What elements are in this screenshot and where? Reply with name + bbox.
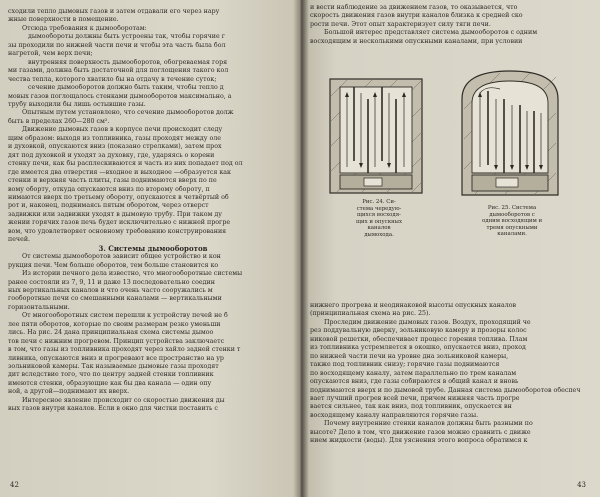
- text-line: От системы дымооборотов зависит общее устройство и кон: [22, 253, 221, 261]
- text-line: и вести наблюдение за движением газов, то оказывается, что: [310, 4, 518, 11]
- text-line: высоте? Дело в том, что движение газов можно сравнить с движе: [310, 428, 531, 436]
- text-line: вается сильнее, так как вниз, под топливник, опускается вн: [310, 403, 512, 411]
- text-line: ранее состояли из 7, 9, 11 и даже 13 последовательно соедин: [8, 278, 215, 286]
- text-line: ми газами, должна быть достаточной для поглощения такого кол: [8, 67, 229, 75]
- figure-25-drawing: [460, 69, 560, 197]
- text-line: рости печи. Этот опыт характеризует силу тяги печи.: [310, 20, 491, 28]
- text-line: Отсюда требования к дымооборотам:: [22, 24, 147, 32]
- text-line: тов печи с нижним прогревом. Принцип устройства заключаетс: [8, 337, 225, 345]
- text-line: восходящему каналу направляются горячие газы.: [310, 411, 479, 419]
- text-line: мовых газов поглощалось стенками дымооборотов максимально, а: [8, 92, 232, 100]
- text-line: Движение дымовых газов в корпусе печи происходит следу: [22, 126, 223, 134]
- left-page-text: [8, 8, 298, 414]
- text-line: восходящим и несколькими опускными каналами, при условии: [310, 37, 523, 45]
- text-line: скорость движения газов внутри каналов близка к средней ско: [310, 12, 523, 20]
- text-line: быть в пределах 260—280 см².: [8, 117, 110, 125]
- text-line: зы проходили по нижней части печи и чтобы эта часть была бол: [8, 41, 226, 49]
- figure-25: [460, 69, 560, 201]
- text-line: От многооборотных систем перешли к устройству печей не б: [22, 312, 228, 320]
- text-line: рукция печи. Чем больше оборотов, тем больше становится ко: [8, 261, 219, 269]
- text-line: Из истории печного дела известно, что многооборотные системы: [22, 270, 243, 278]
- text-line: лее пяти оборотов, которые по своим размерам резко уменьши: [8, 320, 221, 328]
- caption-line: Рис. 24. Си-: [362, 199, 396, 205]
- caption-line: стема чередую-: [356, 205, 402, 212]
- text-line: трубу выходили бы лишь остывшие газы.: [8, 100, 146, 108]
- text-line: вает лучший прогрев всей печи, причем нижняя часть прогре: [310, 394, 520, 402]
- text-line: ной, а другой—поднимают их вверх.: [8, 388, 130, 396]
- caption-line: одним восходящим и: [482, 218, 543, 225]
- caption-line: Рис. 25. Система: [487, 205, 537, 211]
- text-line: жные поверхности в помещение.: [8, 16, 119, 24]
- text-line: ливника, опускаются вниз и прогревают все пространство на ур: [8, 354, 224, 362]
- text-line: лись. На рис. 24 дана принципиальная схема системы дымоо: [8, 329, 214, 337]
- text-line: нимаются вверх по третьему обороту, опускаются в четвёртый об: [8, 193, 229, 201]
- text-line: Опытным путем установлено, что сечение дымооборотов долж: [22, 109, 234, 117]
- right-page-text-bottom: [310, 302, 594, 446]
- text-line: в том, что газы из топливника проходят через хайло задней стенки т: [8, 346, 241, 354]
- text-line: дымообороты должны быть устроены так, чтобы горячие г: [28, 33, 226, 41]
- text-line: горизонтальными.: [8, 303, 70, 311]
- text-line: нагретой, чем верх печи;: [8, 50, 93, 58]
- text-line: печей.: [8, 236, 31, 244]
- text-line: имеются стенки, образующие как бы два канала — один опу: [8, 379, 212, 387]
- figure-25-caption: [482, 205, 542, 238]
- text-line: из топливника устремляется в окошко, опускается вниз, проход: [310, 344, 526, 352]
- caption-line: дымохода.: [364, 231, 394, 238]
- text-line: Почему внутренние стенки каналов должны быть разными по: [324, 420, 533, 428]
- text-line: нием жидкости (воды). Для уяснения этого вопроса обратимся к: [310, 437, 528, 445]
- text-line: внутренняя поверхность дымооборотов, обогреваемая горя: [28, 58, 228, 66]
- text-line: также под топливник снизу; горячие газы поднимаются: [310, 361, 500, 369]
- text-line: нижнего прогрева и неодинаковой высоты опускных каналов: [310, 302, 517, 309]
- right-page-text-top: [310, 4, 594, 46]
- text-line: по нижней части печи на уровне дна зольниковой камеры,: [310, 352, 509, 360]
- figures-area: [310, 57, 594, 302]
- caption-line: тремя опускными: [486, 224, 538, 231]
- section-heading: 3. Системы дымооборотов: [98, 244, 208, 253]
- text-line: дят под духовкой и уходят за духовку, где, ударяясь о корени: [8, 151, 215, 159]
- text-line: чества тепла, которого хватило бы на отдачу в течение суток;: [8, 75, 217, 83]
- text-line: никовой решетки, обеспечивает процесс горения топлива. Плам: [310, 335, 528, 343]
- caption-line: каналами.: [497, 231, 527, 238]
- text-line: Интересное явление происходит со скоростью движения ды: [22, 396, 225, 404]
- text-line: Большой интерес представляет система дымооборотов с одним: [324, 29, 538, 37]
- right-page: [300, 0, 600, 497]
- text-line: где имеется два отверстия —входное и выходное —образуется как: [8, 168, 231, 176]
- text-line: по восходящему каналу, затем параллельно по трем каналам: [310, 369, 517, 377]
- text-line: зольниковой камеры. Так называемые дымовые газы проходят: [8, 363, 219, 371]
- text-line: сходили тепло дымовых газов и затем отдавали его через нару: [8, 8, 220, 15]
- left-page-number: 42: [10, 481, 19, 489]
- text-line: Проследим движение дымовых газов. Воздух, проходящий че: [324, 318, 531, 326]
- book-gutter: [293, 0, 309, 497]
- text-line: сечение дымооборотов должно быть таким, чтобы тепло д: [28, 84, 224, 92]
- text-line: вых газов внутри каналов. Если в окно для чистки поставить с: [8, 405, 218, 413]
- right-page-number: 43: [577, 481, 586, 489]
- caption-line: щих и опускных: [356, 218, 402, 225]
- figure-24-caption: [356, 199, 402, 239]
- text-line: стенку печи, как бы расплескиваются и часть из них попадает под ол: [8, 160, 243, 168]
- text-line: задвижки или задвижки уходят в дымовую трубу. При таком ду: [8, 210, 222, 218]
- text-line: рез поддувальную дверку, зольниковую камеру и прозоры колос: [310, 327, 527, 335]
- text-line: вому оборту, откуда опускаются вниз по второму обороту, п: [8, 185, 210, 193]
- text-line: щим образом: выходя из топливника, газы проходят между оле: [8, 134, 221, 142]
- figure-24: [328, 77, 424, 199]
- text-line: стенки и верхняя часть плиты, газы поднимаются вверх по пе: [8, 177, 217, 185]
- text-line: гооборотные печи со смешанными каналами — вертикальными: [8, 295, 222, 303]
- text-line: рот и, наконец, поднимаясь пятым оборотом, через отверст: [8, 202, 209, 210]
- text-line: дит вследствие того, что по центру задней стенки топливник: [8, 371, 214, 379]
- text-line: поднимаются вверх и по дымовой трубе. Данная система дымооборотов обеспеч: [310, 386, 581, 394]
- text-line: вом, что удовлетворяет основному требованию конструирования: [8, 227, 227, 235]
- caption-line: щихся восходя-: [357, 212, 401, 219]
- text-line: ных вертикальных каналов и что очень часто сооружались м: [8, 286, 213, 294]
- text-line: (принципиальная схема на рис. 25).: [310, 310, 431, 318]
- figure-24-drawing: [328, 77, 424, 195]
- text-line: опускаются вниз, где газы собираются в общий канал и вновь: [310, 378, 519, 386]
- text-line: и духовкой, опускаются вниз (показано стрелками), затем прох: [8, 143, 222, 151]
- caption-line: каналов: [367, 225, 391, 232]
- text-line: жении горячих газов печь будет исключительно с нижней прогре: [8, 219, 231, 227]
- caption-line: дымооборотов с: [489, 211, 535, 218]
